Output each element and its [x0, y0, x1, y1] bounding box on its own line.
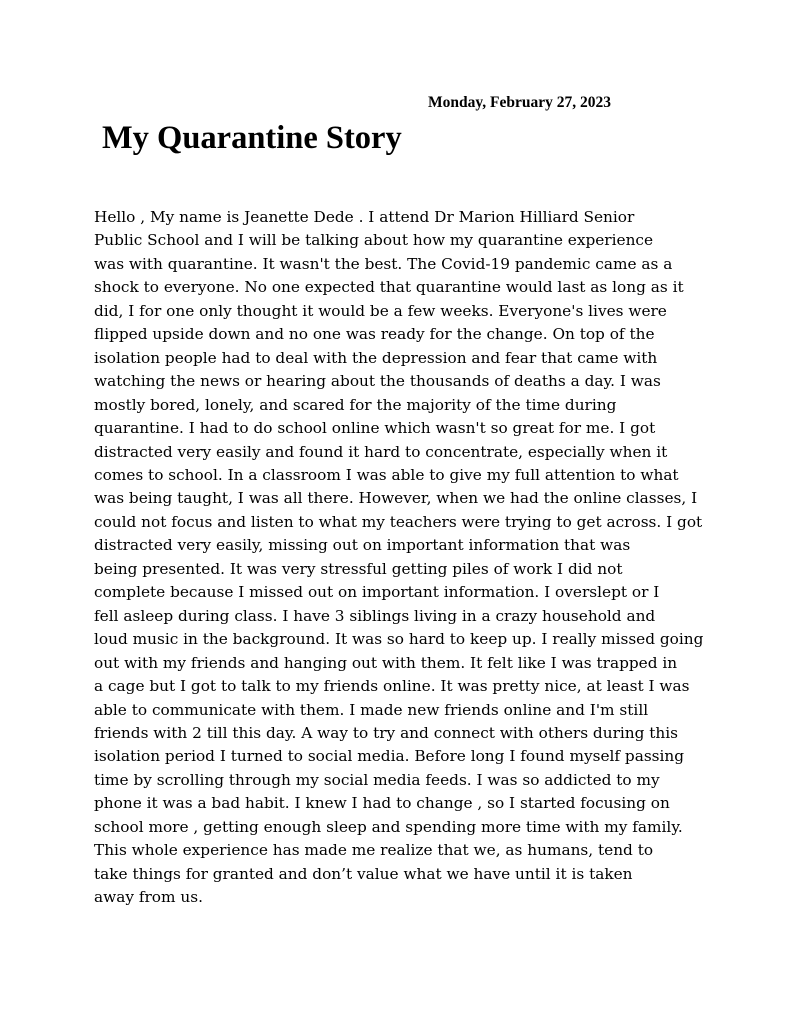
- body-line: comes to school. In a classroom I was able to give my full attention to what: [94, 465, 679, 484]
- document-date: Monday, February 27, 2023: [428, 94, 611, 111]
- body-line: Hello , My name is Jeanette Dede . I attend Dr Marion Hilliard Senior: [94, 208, 635, 226]
- body-line: flipped upside down and no one was ready for the change. On top of the: [94, 325, 655, 344]
- body-line: time by scrolling through my social media feeds. I was so addicted to my: [94, 770, 660, 789]
- body-line: being presented. It was very stressful getting piles of work I did not: [94, 559, 623, 578]
- body-line: shock to everyone. No one expected that quarantine would last as long as it: [94, 278, 684, 297]
- body-line: out with my friends and hanging out with them. It felt like I was trapped in: [94, 653, 678, 672]
- body-line: able to communicate with them. I made new friends online and I'm still: [94, 700, 649, 719]
- body-line: away from us.: [94, 888, 203, 907]
- body-line: fell asleep during class. I have 3 siblings living in a crazy household and: [94, 606, 656, 625]
- body-line: watching the news or hearing about the thousands of deaths a day. I was: [94, 372, 661, 391]
- body-line: Public School and I will be talking about how my quarantine experience: [94, 231, 654, 250]
- body-line: quarantine. I had to do school online which wasn't so great for me. I got: [94, 419, 656, 438]
- body-line: school more , getting enough sleep and spending more time with my family.: [94, 817, 683, 836]
- body-line: distracted very easily, missing out on important information that was: [94, 536, 631, 555]
- body-line: friends with 2 till this day. A way to try and connect with others during this: [94, 723, 679, 742]
- body-line: was with quarantine. It wasn't the best. The Covid-19 pandemic came as a: [94, 254, 673, 273]
- body-line: complete because I missed out on important information. I overslept or I: [94, 583, 660, 602]
- body-line: This whole experience has made me realize that we, as humans, tend to: [94, 841, 654, 860]
- body-line: distracted very easily and found it hard to concentrate, especially when it: [94, 442, 668, 461]
- body-line: isolation people had to deal with the depression and fear that came with: [94, 348, 658, 367]
- body-line: mostly bored, lonely, and scared for the majority of the time during: [94, 395, 617, 414]
- body-line: loud music in the background. It was so hard to keep up. I really missed going: [94, 630, 704, 649]
- body-line: was being taught, I was all there. However, when we had the online classes, I: [94, 489, 698, 508]
- body-line: could not focus and listen to what my teachers were trying to get across. I got: [94, 512, 703, 531]
- body-line: a cage but I got to talk to my friends online. It was pretty nice, at least I was: [94, 677, 690, 696]
- page-title: My Quarantine Story: [102, 120, 402, 156]
- body-line: phone it was a bad habit. I knew I had to change , so I started focusing on: [94, 794, 670, 813]
- body-line: take things for granted and don’t value what we have until it is taken: [94, 864, 633, 883]
- story-body: [94, 206, 774, 910]
- body-line: did, I for one only thought it would be a few weeks. Everyone's lives were: [94, 301, 667, 320]
- body-line: isolation period I turned to social media. Before long I found myself passing: [94, 747, 685, 766]
